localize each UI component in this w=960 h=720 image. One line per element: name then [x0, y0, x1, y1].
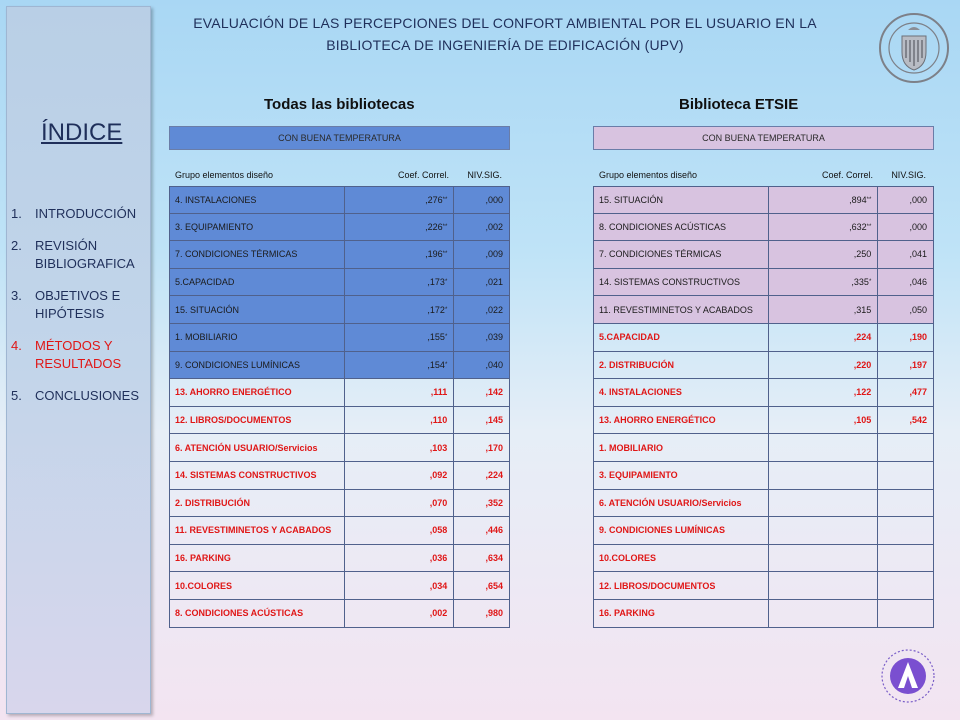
cell-group: 7. CONDICIONES TÉRMICAS — [594, 241, 769, 268]
cell-coef — [769, 462, 878, 489]
coef-value: ,111 — [430, 387, 448, 398]
table-row — [169, 407, 510, 435]
cell-coef — [769, 490, 878, 517]
correlation-table-etsie — [593, 126, 934, 628]
cell-coef — [769, 600, 878, 627]
cell-sig: ,352 — [485, 497, 503, 508]
table-row — [593, 517, 934, 545]
significance-marker: ** — [442, 223, 448, 230]
table-row — [169, 296, 510, 324]
cell-sig: ,039 — [485, 332, 503, 343]
cell-coef — [345, 324, 454, 351]
significance-marker: * — [444, 334, 448, 341]
cell-sig: ,046 — [909, 277, 927, 288]
cell-coef — [769, 434, 878, 461]
cell-coef — [769, 187, 878, 213]
index-item-label: OBJETIVOS E HIPÓTESIS — [35, 288, 121, 321]
cell-coef — [769, 517, 878, 544]
coef-value: ,250 — [853, 249, 872, 260]
cell-sig: ,224 — [485, 470, 503, 481]
coef-value: ,105 — [853, 415, 872, 426]
cell-sig — [878, 462, 933, 489]
table-row — [593, 379, 934, 407]
cell-group: 15. SITUACIÓN — [594, 187, 769, 213]
table-row — [593, 462, 934, 490]
coef-value: ,173 — [427, 277, 445, 288]
cell-group: 2. DISTRIBUCIÓN — [594, 352, 769, 379]
coef-value: ,172 — [427, 304, 445, 315]
cell-sig — [878, 545, 933, 572]
cell-coef — [769, 379, 878, 406]
cell-coef — [769, 269, 878, 296]
index-title: ÍNDICE — [41, 119, 123, 146]
index-item-label: INTRODUCCIÓN — [35, 206, 137, 221]
cell-group: 5.CAPACIDAD — [594, 324, 769, 351]
index-item-number: 3. — [11, 288, 22, 303]
table-row — [593, 214, 934, 242]
right-section-title: Biblioteca ETSIE — [679, 96, 799, 113]
coef-value: ,632 — [849, 221, 867, 232]
cell-sig: ,197 — [909, 359, 927, 370]
cell-coef — [345, 241, 454, 268]
cell-sig: ,542 — [909, 415, 927, 426]
table-row — [593, 490, 934, 518]
index-item[interactable] — [11, 205, 143, 223]
cell-group: 15. SITUACIÓN — [170, 296, 345, 323]
cell-group: 16. PARKING — [594, 600, 769, 627]
cell-sig: ,446 — [485, 525, 503, 536]
cell-group: 16. PARKING — [170, 545, 345, 572]
index-item-number: 5. — [11, 388, 22, 403]
significance-marker: ** — [866, 196, 872, 203]
significance-marker: * — [444, 361, 448, 368]
table-column-headers — [169, 164, 510, 186]
table-row — [593, 241, 934, 269]
cell-sig: ,050 — [909, 304, 927, 315]
index-item-number: 4. — [11, 338, 22, 353]
cell-sig: ,145 — [485, 415, 503, 426]
cell-coef — [345, 600, 454, 627]
cell-sig: ,040 — [485, 359, 503, 370]
coef-value: ,034 — [429, 580, 448, 591]
table-column-headers — [593, 164, 934, 186]
coef-value: ,122 — [853, 387, 872, 398]
coef-value: ,110 — [430, 415, 448, 426]
cell-coef — [345, 434, 454, 461]
col-header-group: Grupo elementos diseño — [599, 170, 698, 180]
cell-group: 6. ATENCIÓN USUARIO/Servicios — [594, 490, 769, 517]
coef-value: ,226 — [425, 221, 443, 232]
table-band-header: CON BUENA TEMPERATURA — [593, 126, 934, 150]
cell-group: 6. ATENCIÓN USUARIO/Servicios — [170, 434, 345, 461]
cell-coef — [345, 187, 454, 213]
cell-group: 13. AHORRO ENERGÉTICO — [170, 379, 345, 406]
index-menu — [11, 205, 143, 419]
cell-group: 12. LIBROS/DOCUMENTOS — [170, 407, 345, 434]
significance-marker: * — [444, 279, 448, 286]
coef-value: ,092 — [429, 470, 448, 481]
table-row — [169, 186, 510, 214]
significance-marker: * — [444, 306, 448, 313]
table-row — [169, 324, 510, 352]
table-row — [169, 434, 510, 462]
cell-group: 9. CONDICIONES LUMÍNICAS — [170, 352, 345, 379]
table-row — [593, 572, 934, 600]
cell-group: 14. SISTEMAS CONSTRUCTIVOS — [170, 462, 345, 489]
coef-value: ,155 — [427, 332, 445, 343]
coef-value: ,220 — [853, 359, 872, 370]
table-row — [593, 324, 934, 352]
index-item[interactable] — [11, 337, 143, 373]
school-logo — [872, 640, 944, 712]
cell-group: 1. MOBILIARIO — [594, 434, 769, 461]
significance-marker: * — [868, 279, 872, 286]
table-row — [593, 186, 934, 214]
coef-value: ,154 — [427, 359, 445, 370]
sidebar-panel — [6, 6, 151, 714]
cell-group: 8. CONDICIONES ACÚSTICAS — [594, 214, 769, 241]
cell-group: 9. CONDICIONES LUMÍNICAS — [594, 517, 769, 544]
significance-marker: ** — [442, 196, 448, 203]
cell-coef — [345, 490, 454, 517]
cell-coef — [345, 517, 454, 544]
col-header-coef: Coef. Correl. — [397, 170, 449, 180]
cell-coef — [345, 545, 454, 572]
cell-group: 12. LIBROS/DOCUMENTOS — [594, 572, 769, 599]
cell-coef — [769, 572, 878, 599]
table-row — [169, 214, 510, 242]
table-row — [169, 462, 510, 490]
table-row — [593, 434, 934, 462]
left-section-title: Todas las bibliotecas — [264, 96, 415, 113]
table-row — [593, 269, 934, 297]
cell-group: 5.CAPACIDAD — [170, 269, 345, 296]
col-header-sig: NIV.SIG. — [891, 170, 926, 180]
col-header-group: Grupo elementos diseño — [175, 170, 274, 180]
table-row — [169, 572, 510, 600]
cell-sig: ,002 — [485, 221, 503, 232]
cell-coef — [769, 296, 878, 323]
cell-sig — [878, 572, 933, 599]
cell-group: 4. INSTALACIONES — [594, 379, 769, 406]
cell-coef — [345, 572, 454, 599]
cell-sig — [878, 600, 933, 627]
cell-group: 13. AHORRO ENERGÉTICO — [594, 407, 769, 434]
cell-sig — [878, 434, 933, 461]
index-item-number: 1. — [11, 206, 22, 221]
table-body — [593, 186, 934, 628]
table-row — [169, 241, 510, 269]
table-row — [169, 352, 510, 380]
cell-sig: ,142 — [485, 387, 503, 398]
cell-sig — [878, 490, 933, 517]
cell-sig: ,634 — [485, 553, 503, 564]
cell-sig: ,170 — [485, 442, 503, 453]
col-header-coef: Coef. Correl. — [821, 170, 873, 180]
col-header-sig: NIV.SIG. — [467, 170, 502, 180]
cell-sig: ,654 — [485, 580, 503, 591]
header-line-2: BIBLIOTECA DE INGENIERÍA DE EDIFICACIÓN (UPV) — [326, 37, 684, 53]
cell-coef — [345, 352, 454, 379]
coef-value: ,894 — [849, 194, 867, 205]
cell-coef — [345, 296, 454, 323]
cell-group: 10.COLORES — [170, 572, 345, 599]
coef-value: ,058 — [429, 525, 448, 536]
table-row — [593, 296, 934, 324]
cell-coef — [345, 214, 454, 241]
cell-coef — [345, 462, 454, 489]
cell-sig: ,000 — [909, 194, 927, 205]
coef-value: ,315 — [853, 304, 872, 315]
cell-coef — [769, 214, 878, 241]
table-row — [593, 407, 934, 435]
cell-coef — [769, 407, 878, 434]
cell-group: 10.COLORES — [594, 545, 769, 572]
cell-sig: ,041 — [909, 249, 927, 260]
cell-coef — [345, 407, 454, 434]
index-item[interactable] — [11, 287, 143, 323]
cell-sig: ,021 — [485, 277, 503, 288]
index-item-label: REVISIÓN BIBLIOGRAFICA — [35, 238, 135, 271]
cell-sig: ,477 — [909, 387, 927, 398]
table-row — [169, 379, 510, 407]
cell-sig: ,000 — [485, 194, 503, 205]
table-body — [169, 186, 510, 628]
cell-group: 2. DISTRIBUCIÓN — [170, 490, 345, 517]
cell-sig: ,000 — [909, 221, 927, 232]
cell-sig — [878, 517, 933, 544]
cell-coef — [345, 379, 454, 406]
index-item-label: CONCLUSIONES — [35, 388, 140, 403]
cell-group: 3. EQUIPAMIENTO — [594, 462, 769, 489]
table-row — [169, 269, 510, 297]
significance-marker: ** — [442, 251, 448, 258]
coef-value: ,036 — [429, 553, 448, 564]
index-item[interactable] — [11, 387, 143, 405]
table-row — [169, 517, 510, 545]
cell-sig: ,980 — [485, 608, 503, 619]
cell-group: 14. SISTEMAS CONSTRUCTIVOS — [594, 269, 769, 296]
coef-value: ,196 — [425, 249, 443, 260]
cell-group: 4. INSTALACIONES — [170, 187, 345, 213]
significance-marker: ** — [866, 223, 872, 230]
correlation-table-all-libraries — [169, 126, 510, 628]
coef-value: ,070 — [429, 497, 448, 508]
page-header — [190, 12, 820, 56]
table-row — [593, 352, 934, 380]
header-line-1: EVALUACIÓN DE LAS PERCEPCIONES DEL CONFORT AMBIENTAL POR EL USUARIO EN LA — [193, 15, 817, 31]
index-item[interactable] — [11, 237, 143, 273]
cell-coef — [769, 241, 878, 268]
cell-sig: ,009 — [485, 249, 503, 260]
table-row — [593, 600, 934, 628]
university-seal-logo — [878, 12, 950, 84]
cell-coef — [345, 269, 454, 296]
index-item-number: 2. — [11, 238, 22, 253]
table-row — [169, 545, 510, 573]
cell-sig: ,190 — [909, 332, 927, 343]
table-row — [593, 545, 934, 573]
cell-group: 8. CONDICIONES ACÚSTICAS — [170, 600, 345, 627]
cell-coef — [769, 324, 878, 351]
coef-value: ,103 — [429, 442, 448, 453]
table-band-header: CON BUENA TEMPERATURA — [169, 126, 510, 150]
table-row — [169, 490, 510, 518]
cell-coef — [769, 352, 878, 379]
coef-value: ,224 — [853, 332, 872, 343]
cell-coef — [769, 545, 878, 572]
coef-value: ,002 — [429, 608, 448, 619]
table-row — [169, 600, 510, 628]
cell-group: 7. CONDICIONES TÉRMICAS — [170, 241, 345, 268]
cell-group: 1. MOBILIARIO — [170, 324, 345, 351]
coef-value: ,276 — [425, 194, 443, 205]
cell-sig: ,022 — [485, 304, 503, 315]
index-item-label: MÉTODOS Y RESULTADOS — [35, 338, 122, 371]
coef-value: ,335 — [851, 277, 869, 288]
cell-group: 11. REVESTIMINETOS Y ACABADOS — [170, 517, 345, 544]
cell-group: 3. EQUIPAMIENTO — [170, 214, 345, 241]
cell-group: 11. REVESTIMINETOS Y ACABADOS — [594, 296, 769, 323]
